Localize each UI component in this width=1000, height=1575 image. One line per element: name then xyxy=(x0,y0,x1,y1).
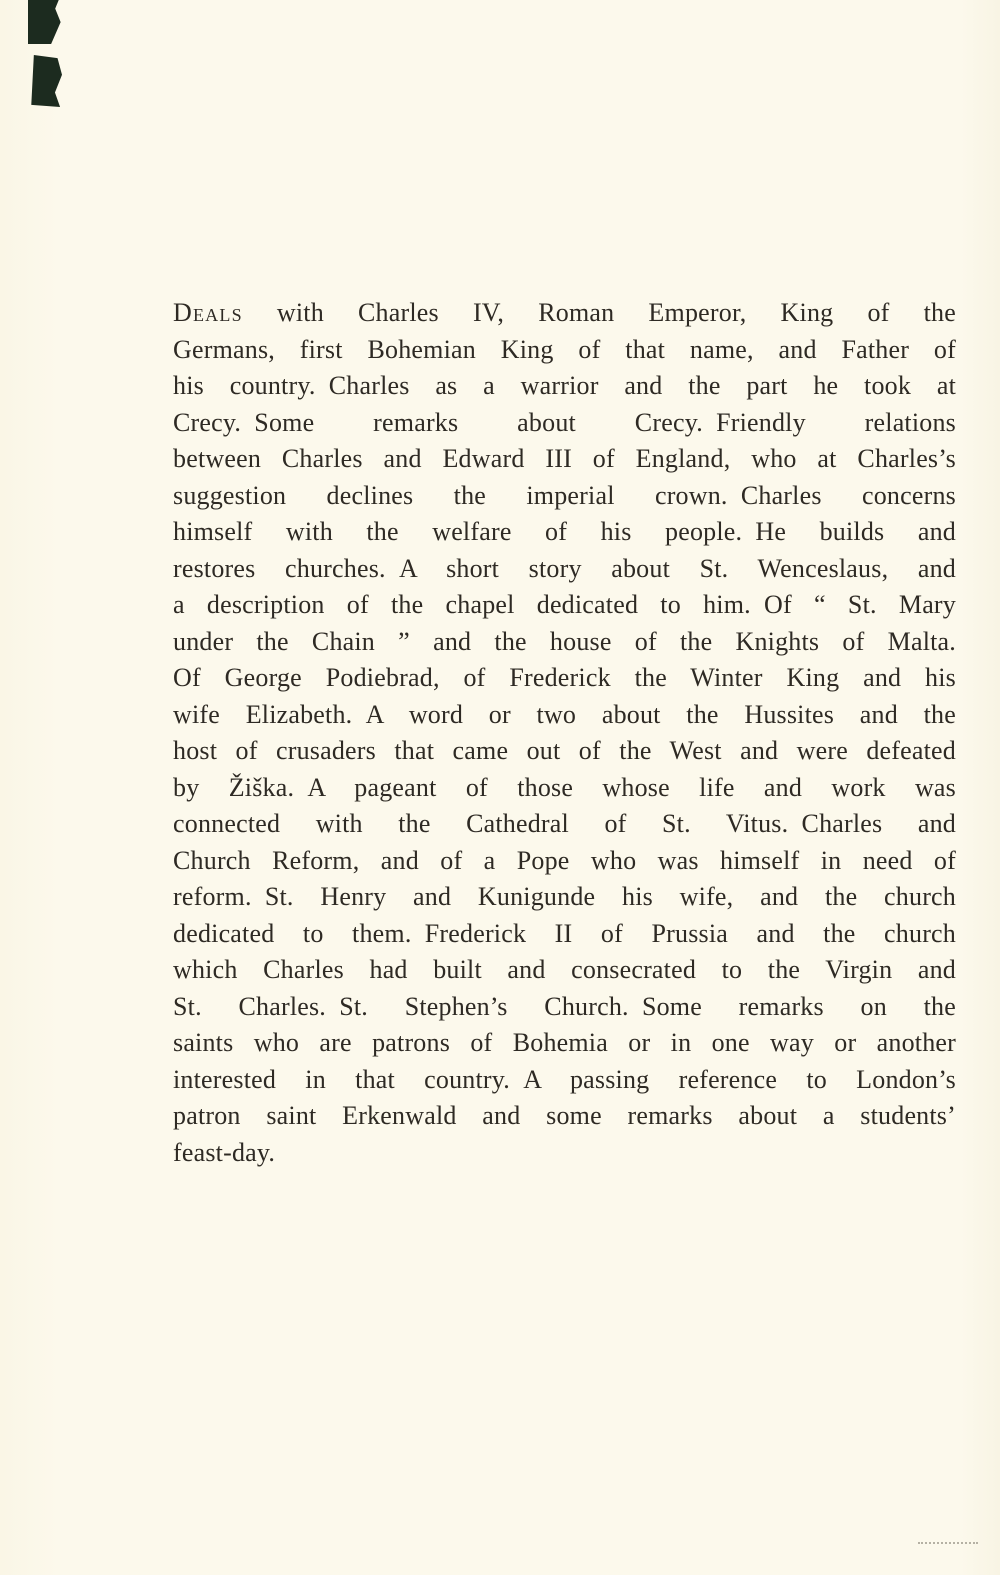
text-line: his country. Charles as a warrior and the part he took at xyxy=(173,371,956,400)
text-line: by Žiška. A pageant of those whose life and work was xyxy=(173,772,956,802)
text-line: St. Charles. St. Stephen’s Church. Some remarks on the xyxy=(173,991,956,1021)
text-line: himself with the welfare of his people. He builds and xyxy=(173,517,956,546)
text-line: reform. St. Henry and Kunigunde his wife, and the church xyxy=(173,882,956,911)
text-line: interested in that country. A passing reference to London’s xyxy=(173,1064,956,1094)
scan-artifact-top-left-1 xyxy=(28,0,62,44)
text-line: connected with the Cathedral of St. Vitus. Charles and xyxy=(173,809,956,838)
text-line: a description of the chapel dedicated to him. Of “ St. Mary xyxy=(173,590,956,619)
text-line xyxy=(173,295,956,332)
lead-word: Deals xyxy=(173,298,243,327)
paragraph xyxy=(173,295,956,1171)
scan-artifact-top-left-2 xyxy=(30,55,62,107)
text-line: Crecy. Some remarks about Crecy. Friendly relations xyxy=(173,407,956,437)
text-line: Church Reform, and of a Pope who was himself in need of xyxy=(173,845,956,875)
first-line-rest: with Charles IV, Roman Emperor, King of the xyxy=(242,298,956,327)
text-line: between Charles and Edward III of England, who at Charles’s xyxy=(173,444,956,473)
text-line: feast-day. xyxy=(173,1137,276,1167)
text-line: under the Chain ” and the house of the Knights of Malta. xyxy=(173,626,956,656)
text-line: Germans, first Bohemian King of that name, and Father of xyxy=(173,334,956,364)
text-line: wife Elizabeth. A word or two about the Hussites and the xyxy=(173,699,956,729)
text-line: host of crusaders that came out of the West and were defeated xyxy=(173,736,956,765)
scan-artifact-bottom-right xyxy=(918,1537,978,1544)
text-line: suggestion declines the imperial crown. Charles concerns xyxy=(173,480,956,510)
text-line: saints who are patrons of Bohemia or in one way or another xyxy=(173,1028,956,1057)
text-line: which Charles had built and consecrated to the Virgin and xyxy=(173,955,956,984)
text-line: patron saint Erkenwald and some remarks about a students’ xyxy=(173,1101,956,1130)
text-line: restores churches. A short story about St. Wenceslaus, and xyxy=(173,553,956,583)
text-line: Of George Podiebrad, of Frederick the Winter King and his xyxy=(173,663,956,692)
text-line: dedicated to them. Frederick II of Prussia and the church xyxy=(173,918,956,948)
